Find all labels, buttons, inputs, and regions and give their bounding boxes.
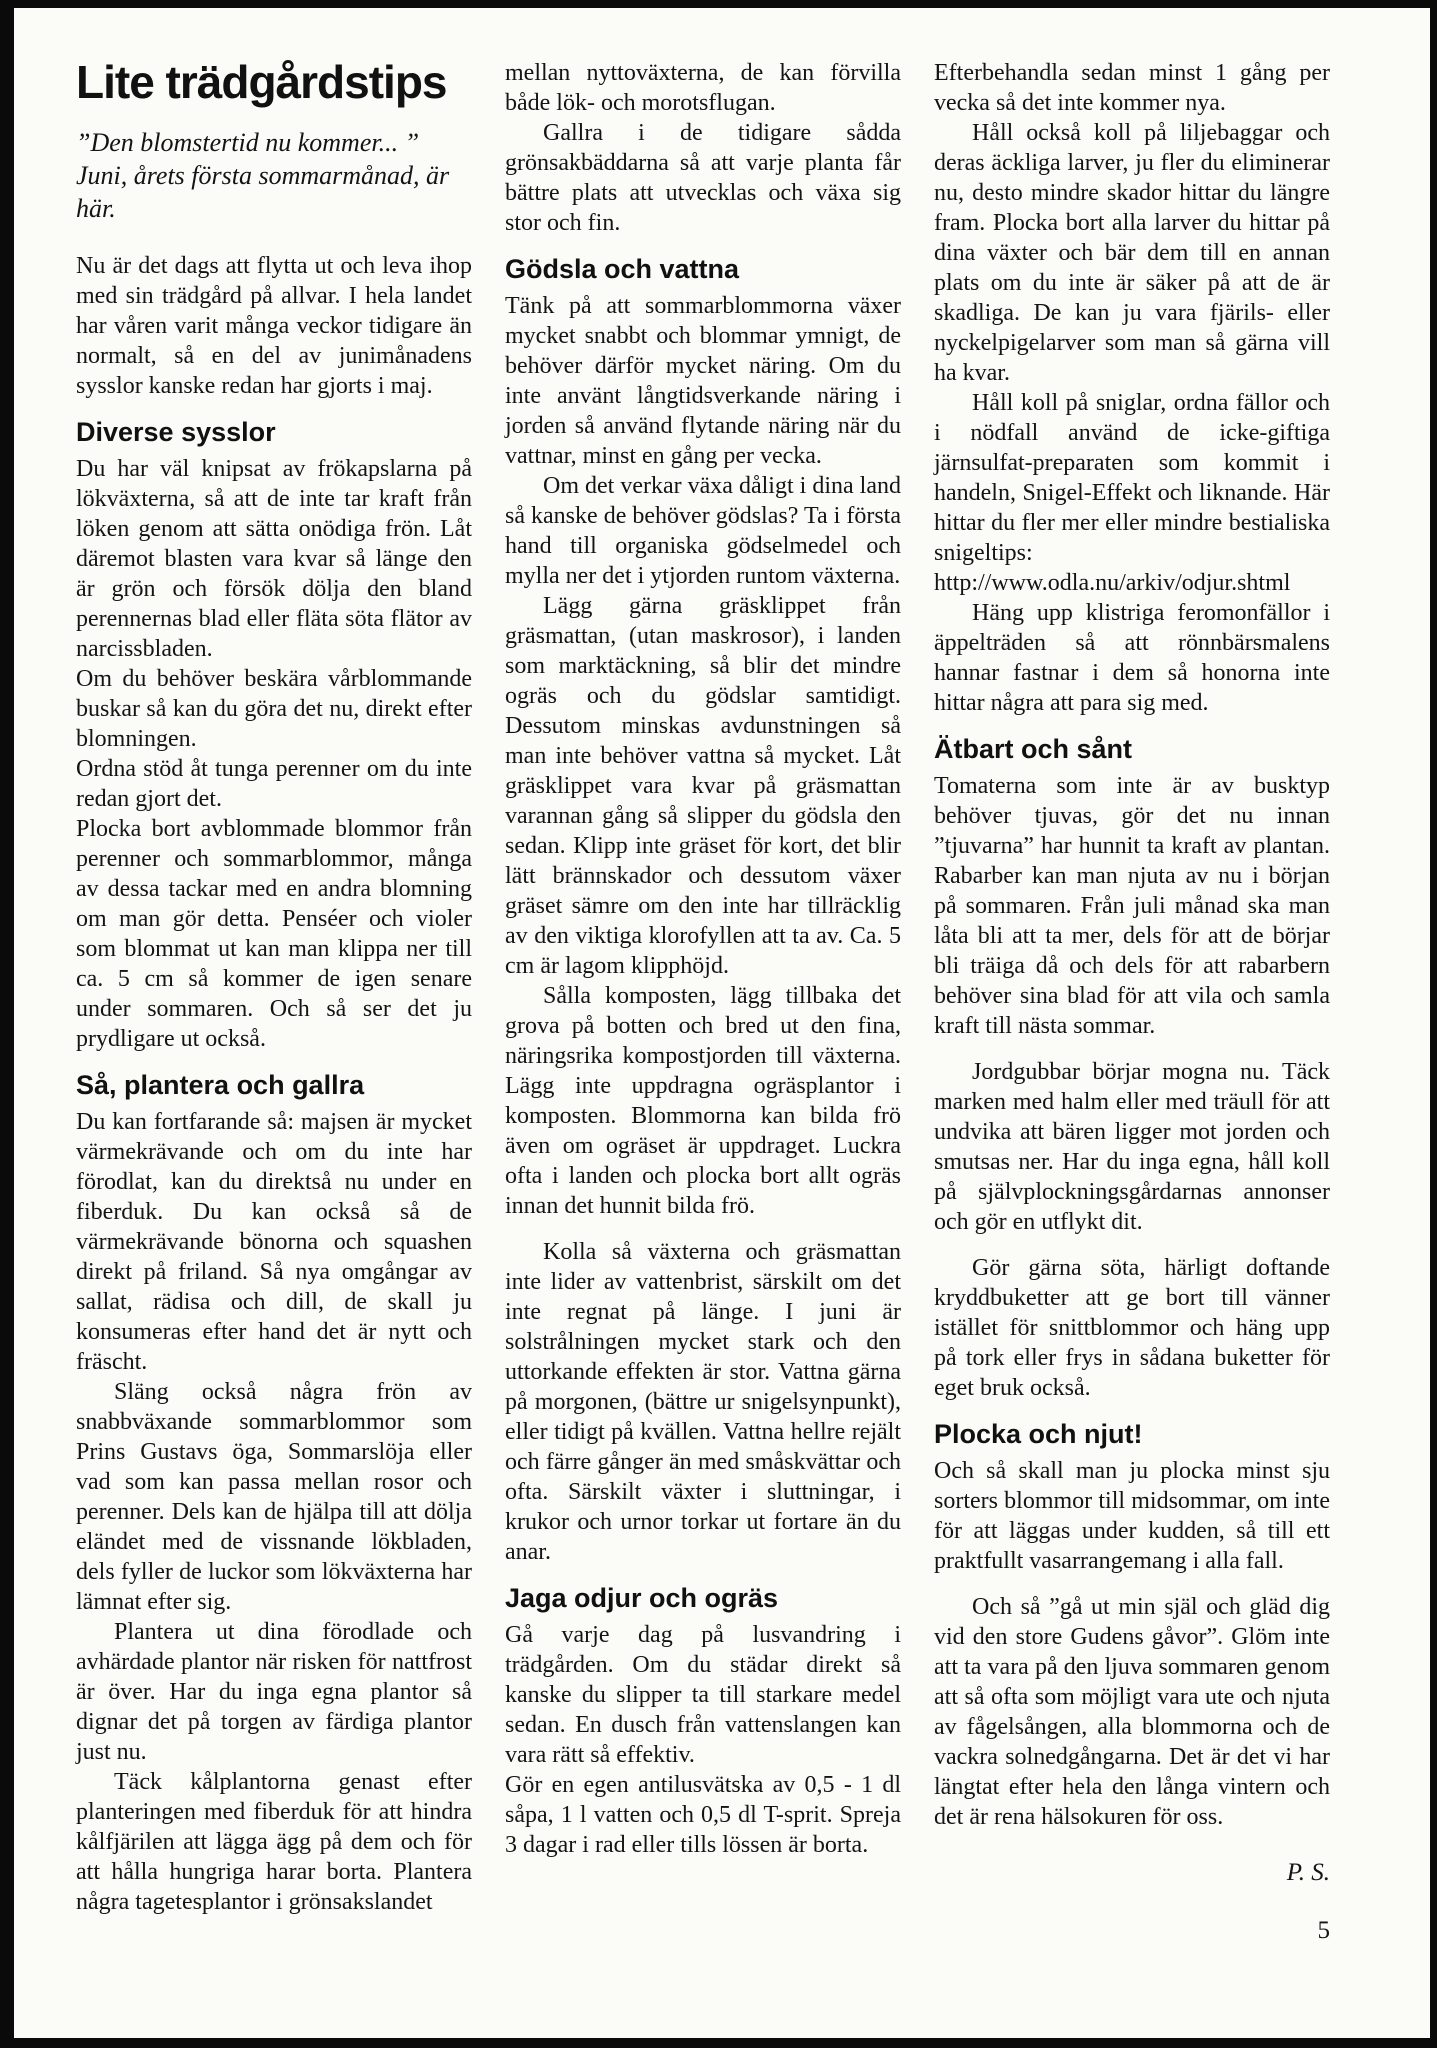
article-lead: ”Den blomstertid nu kommer... ” Juni, årets första sommarmånad, är här. bbox=[76, 128, 450, 224]
paragraph: Nu är det dags att flytta ut och leva ihop med sin trädgård på allvar. I hela landet har våren varit många veckor tidigare än normalt, så en del av junimånadens sysslor kanske redan har gjorts i maj. bbox=[76, 253, 472, 400]
article bbox=[14, 8, 1430, 1946]
paragraph: Kolla så växterna och gräsmattan inte lider av vattenbrist, särskilt om det inte regnat på länge. I juni är solstrålningen mycket stark och den uttorkande effekten är stor. Vattna gärna på morgonen, (bättre ur snigelsynpunkt), eller tidigt på kvällen. Vattna hellre rejält och färre gånger än med småskvättar och ofta. Särskilt växter i sluttningar, i krukor och urnor torkar ut fortare än du anar. bbox=[505, 1239, 901, 1565]
page-number: 5 bbox=[1317, 1917, 1330, 1944]
section-heading: Ätbart och sånt bbox=[934, 734, 1133, 764]
text-column-2 bbox=[505, 58, 901, 1946]
paragraph: Du kan fortfarande så: majsen är mycket värmekrävande och om du inte har förodlat, kan du direktså nu under en fiberduk. Du kan också så de värmekrävande bönorna och squashen direkt på friland. Så nya omgångar av sallat, rädisa och dill, de skall ju konsumeras efter hand det är nytt och fräscht. bbox=[76, 1109, 472, 1376]
paragraph: Lägg gärna gräsklippet från gräsmattan, (utan maskrosor), i landen som marktäckning, så blir det mindre ogräs och du gödslar samtidigt. Dessutom minskas avdunstningen så man inte behöver vattna så mycket. Låt gräsklippet vara kvar på gräsmattan varannan gång så slipper du gödsla den sedan. Klipp inte gräset för kort, det blir lätt brännskador och dessutom växer gräset sämre om den inte har tillräcklig av den viktiga klorofyllen att ta av. Ca. 5 cm är lagom klipphöjd. bbox=[505, 593, 901, 979]
paragraph: Gå varje dag på lusvandring i trädgården. Om du städar direkt så kanske du slipper ta till starkare medel sedan. En dusch från vattenslangen kan vara rätt så effektiv. bbox=[505, 1622, 901, 1768]
paragraph: Och så ”gå ut min själ och gläd dig vid den store Gudens gåvor”. Glöm inte att ta vara på den ljuva sommaren genom att så ofta som möjligt vara ute och njuta av fågelsången, alla blommorna och de vackra solnedgångarna. Det är det vi har längtat efter hela den långa vintern och det är rena hälsokuren för oss. bbox=[934, 1594, 1330, 1830]
paragraph: Håll koll på sniglar, ordna fällor och i nödfall använd de icke-giftiga järnsulfat-preparaten som kommit i handeln, Snigel-Effekt och liknande. Här hittar du fler mer eller mindre bestialiska snigeltips: http://www.odla.nu/arkiv/odjur.shtml bbox=[934, 390, 1330, 596]
paragraph: Ordna stöd åt tunga perenner om du inte redan gjort det. bbox=[76, 756, 472, 813]
text-column-3 bbox=[934, 58, 1330, 1946]
paragraph: Tomaterna som inte är av busktyp behöver tjuvas, gör det nu innan ”tjuvarna” har hunnit ta kraft av plantan. Rabarber kan man njuta av nu i början på sommaren. Från juli månad ska man låta bli att ta mer, dels för att de börjar bli träiga då och dels för att rabarbern behöver sina blad för att vila och samla kraft till nästa sommar. bbox=[934, 773, 1330, 1039]
section-heading: Gödsla och vattna bbox=[505, 254, 740, 284]
text-column-1 bbox=[76, 58, 472, 1946]
paragraph: Plantera ut dina förodlade och avhärdade plantor när risken för nattfrost är över. Har du inga egna plantor så dignar det på torgen av färdiga plantor just nu. bbox=[76, 1619, 472, 1766]
paragraph: Häng upp klistriga feromonfällor i äppelträden så att rönnbärsmalens hannar fastnar i dem så honorna inte hittar några att para sig med. bbox=[934, 600, 1330, 716]
paragraph: Du har väl knipsat av frökapslarna på lökväxterna, så att de inte tar kraft från löken genom att sätta onödiga frön. Låt däremot blasten vara kvar så länge den är grön och försök dölja den bland perennernas blad eller fläta söta flätor av narcissbladen. bbox=[76, 456, 472, 663]
paragraph: mellan nyttoväxterna, de kan förvilla både lök- och morotsflugan. bbox=[505, 60, 901, 116]
paragraph: Håll också koll på liljebaggar och deras äckliga larver, ju fler du eliminerar nu, desto mindre skador hittar du längre fram. Plocka bort alla larver du hittar på dina växter och bär dem till en annan plats om du inte är säker på att de är skadliga. De kan ju vara fjärils- eller nyckelpigelarver som man så gärna vill ha kvar. bbox=[934, 120, 1330, 386]
paragraph: Gallra i de tidigare sådda grönsakbäddarna så att varje planta får bättre plats att utvecklas och växa sig stor och fin. bbox=[505, 120, 901, 236]
paragraph: Släng också några frön av snabbväxande sommarblommor som Prins Gustavs öga, Sommarslöja eller vad som kan passa mellan rosor och perenner. Dels kan de hjälpa till att dölja eländet med de vissnande lökbladen, dels fyller de luckor som lökväxterna har lämnat efter sig. bbox=[76, 1379, 472, 1616]
paragraph: Gör en egen antilusvätska av 0,5 - 1 dl såpa, 1 l vatten och 0,5 dl T-sprit. Spreja 3 dagar i rad eller tills lössen är borta. bbox=[505, 1772, 901, 1858]
section-heading: Diverse sysslor bbox=[76, 417, 276, 448]
paragraph: Och så skall man ju plocka minst sju sorters blommor till midsommar, om inte för att läggas under kudden, så till ett praktfullt vasarrangemang i alla fall. bbox=[934, 1458, 1330, 1574]
paragraph: Tänk på att sommarblommorna växer mycket snabbt och blommar ymnigt, de behöver därför mycket näring. Om du inte använt långtidsverkande näring i jorden så använd flytande näring när du vattnar, minst en gång per vecka. bbox=[505, 293, 901, 469]
article-title: Lite trädgårdstips bbox=[76, 56, 447, 108]
paragraph: Jordgubbar börjar mogna nu. Täck marken med halm eller med träull för att undvika att bären ligger mot jorden och smutsas ner. Har du inga egna, håll koll på självplockningsgårdarnas annonser och gör en utflykt dit. bbox=[934, 1059, 1330, 1235]
paragraph: Efterbehandla sedan minst 1 gång per vecka så det inte kommer nya. bbox=[934, 60, 1330, 116]
paragraph: Gör gärna söta, härligt doftande kryddbuketter att ge bort till vänner istället för snittblommor och häng upp på tork eller frys in sådana buketter för eget bruk också. bbox=[934, 1255, 1330, 1401]
section-heading: Så, plantera och gallra bbox=[76, 1070, 365, 1101]
paragraph: Om du behöver beskära vårblommande buskar så kan du göra det nu, direkt efter blomningen. bbox=[76, 666, 472, 753]
scanned-page bbox=[14, 8, 1430, 2038]
signature: P. S. bbox=[1286, 1859, 1330, 1886]
section-heading: Plocka och njut! bbox=[934, 1419, 1143, 1449]
paragraph: Täck kålplantorna genast efter planteringen med fiberduk för att hindra kålfjärilen att lägga ägg på dem och för att hålla hungriga harar borta. Plantera några tagetesplantor i grönsakslandet bbox=[76, 1769, 472, 1916]
paragraph: Om det verkar växa dåligt i dina land så kanske de behöver gödslas? Ta i första hand till organiska gödselmedel och mylla ner det i ytjorden runtom växterna. bbox=[505, 473, 901, 589]
section-heading: Jaga odjur och ogräs bbox=[505, 1583, 779, 1613]
paragraph: Plocka bort avblommade blommor från perenner och sommarblommor, många av dessa tackar med en andra blomning om man gör detta. Penséer och violer som blommat ut kan man klippa ner till ca. 5 cm så kommer de igen senare under sommaren. Och så ser det ju prydligare ut också. bbox=[76, 816, 472, 1053]
paragraph: Sålla komposten, lägg tillbaka det grova på botten och bred ut den fina, näringsrika kompostjorden till växterna. Lägg inte uppdragna ogräsplantor i komposten. Blommorna kan bilda frö även om ogräset är uppdraget. Luckra ofta i landen och plocka bort allt ogräs innan det hunnit bilda frö. bbox=[505, 983, 901, 1219]
